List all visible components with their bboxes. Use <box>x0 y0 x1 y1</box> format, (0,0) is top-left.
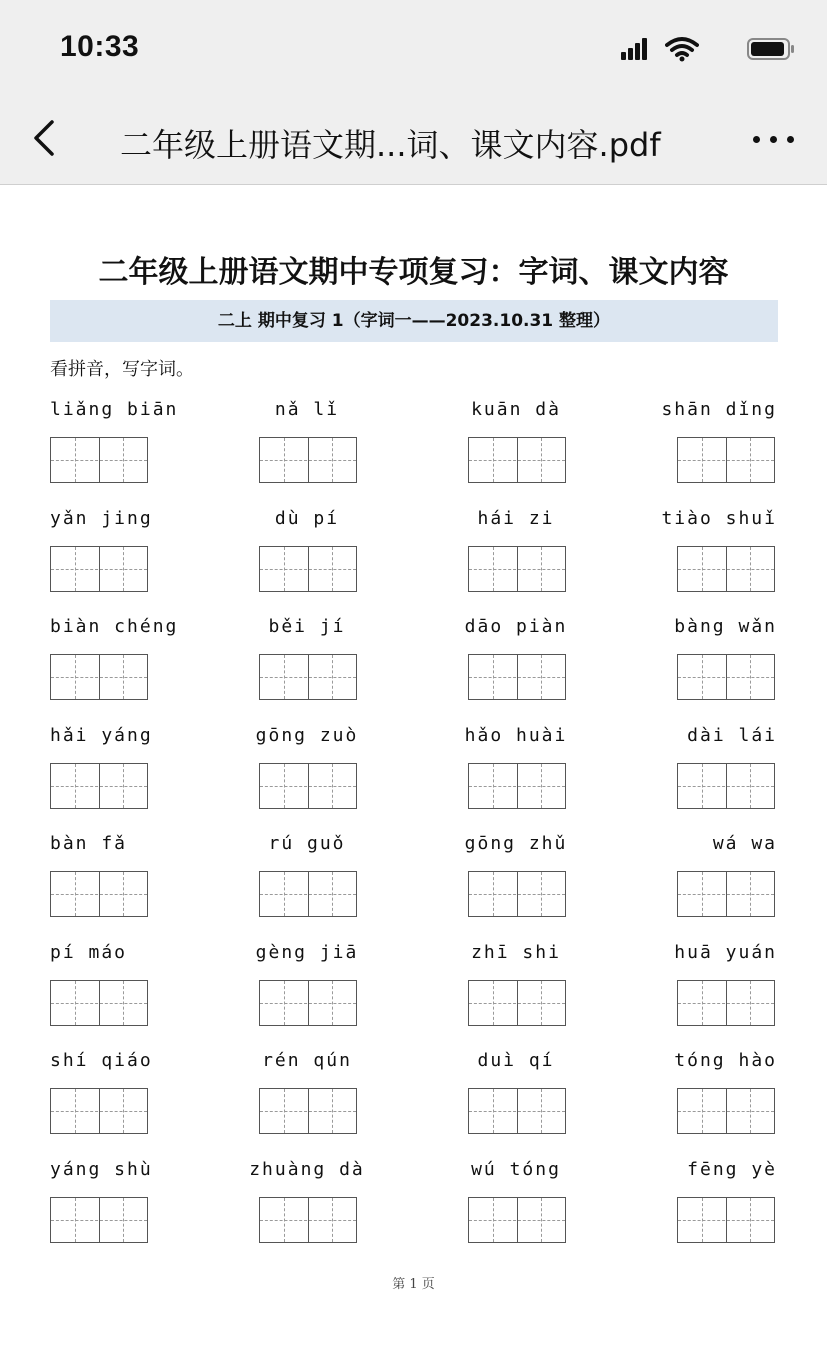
writing-box <box>468 1197 566 1243</box>
word-cell <box>674 616 827 716</box>
pinyin-label: huā yuán <box>674 941 777 963</box>
writing-box <box>259 437 357 483</box>
pinyin-label: kuān dà <box>471 399 561 420</box>
pinyin-label: yǎn jing <box>50 507 153 529</box>
pinyin-label: zhī shi <box>471 941 561 963</box>
nav-bar <box>0 92 827 185</box>
pinyin-label: dù pí <box>274 507 340 529</box>
battery-icon <box>747 38 795 60</box>
writing-box <box>50 763 148 809</box>
writing-box <box>50 437 148 483</box>
more-options-button[interactable] <box>753 120 797 156</box>
word-cell <box>674 941 827 1042</box>
worksheet-instruction: 看拼音，写字词。 <box>50 359 194 380</box>
wifi-icon <box>665 36 699 62</box>
word-cell <box>661 399 827 499</box>
status-bar <box>0 0 827 92</box>
status-time: 10:33 <box>60 30 140 63</box>
writing-box <box>468 980 566 1026</box>
pinyin-label: hǎo huài <box>464 724 568 746</box>
writing-box <box>468 871 566 917</box>
writing-box <box>50 1088 148 1134</box>
word-cell <box>259 399 439 499</box>
word-cell <box>50 399 230 499</box>
pinyin-label: yáng shù <box>50 1158 153 1180</box>
word-cell <box>677 725 827 825</box>
chevron-left-icon <box>36 122 52 154</box>
word-cell <box>259 833 439 933</box>
pinyin-label: tóng hào <box>674 1050 777 1071</box>
pdf-page[interactable] <box>0 185 827 1353</box>
writing-box <box>468 763 566 809</box>
pinyin-label: běi jí <box>268 616 346 637</box>
writing-box <box>468 1088 566 1134</box>
writing-box <box>259 654 357 700</box>
worksheet-banner: 二上 期中复习 1（字词一——2023.10.31 整理） <box>50 300 778 342</box>
word-cell <box>249 1158 439 1259</box>
writing-box <box>50 654 148 700</box>
pinyin-label: tiào shuǐ <box>661 507 777 529</box>
pinyin-label: gèng jiā <box>255 941 359 963</box>
word-cell <box>661 507 827 608</box>
pinyin-label: duì qí <box>477 1050 555 1071</box>
word-cell <box>255 724 439 825</box>
pinyin-label: bàng wǎn <box>674 616 777 637</box>
word-cell <box>50 942 230 1042</box>
pinyin-label: hái zi <box>477 507 555 529</box>
pinyin-label: wá wa <box>712 833 777 854</box>
pinyin-label: shí qiáo <box>50 1050 153 1071</box>
pinyin-label: zhuàng dà <box>249 1158 365 1180</box>
cellular-signal-icon <box>621 36 655 60</box>
writing-box <box>259 871 357 917</box>
writing-box <box>677 980 775 1026</box>
word-cell <box>255 941 439 1042</box>
more-dot-icon <box>787 136 794 143</box>
writing-box <box>259 763 357 809</box>
word-cell <box>50 833 230 933</box>
pinyin-label: dāo piàn <box>464 616 568 637</box>
word-cell <box>677 833 827 933</box>
word-cell <box>677 1159 827 1259</box>
writing-box <box>50 546 148 592</box>
pinyin-label: shān dǐng <box>661 399 777 420</box>
more-dot-icon <box>770 136 777 143</box>
word-cell <box>259 508 439 608</box>
writing-box <box>468 546 566 592</box>
writing-box <box>677 437 775 483</box>
word-cell <box>259 1050 439 1150</box>
writing-box <box>468 654 566 700</box>
pinyin-label: bàn fǎ <box>50 833 128 854</box>
writing-box <box>50 980 148 1026</box>
page-number: 第 1 页 <box>392 1277 435 1292</box>
writing-box <box>677 1088 775 1134</box>
writing-box <box>50 871 148 917</box>
pinyin-label: hǎi yáng <box>50 724 153 746</box>
pinyin-label: dài lái <box>687 724 777 746</box>
writing-box <box>677 546 775 592</box>
writing-box <box>677 654 775 700</box>
word-cell <box>50 725 230 825</box>
pinyin-label: biàn chéng <box>50 616 179 637</box>
writing-box <box>259 1088 357 1134</box>
document-title: 二年级上册语文期...词、课文内容.pdf <box>120 126 661 164</box>
word-cell <box>50 508 230 608</box>
pinyin-label: wú tóng <box>471 1158 561 1180</box>
writing-box <box>50 1197 148 1243</box>
writing-box <box>259 980 357 1026</box>
pinyin-label: nǎ lǐ <box>274 399 340 420</box>
writing-box <box>677 871 775 917</box>
worksheet-title: 二年级上册语文期中专项复习：字词、课文内容 <box>98 255 729 290</box>
more-dot-icon <box>753 136 760 143</box>
pinyin-label: gōng zuò <box>255 724 359 746</box>
writing-box <box>468 437 566 483</box>
pinyin-label: fēng yè <box>687 1158 777 1180</box>
word-cell <box>50 1159 230 1259</box>
writing-box <box>259 546 357 592</box>
writing-box <box>259 1197 357 1243</box>
word-cell <box>50 616 230 716</box>
writing-box <box>677 763 775 809</box>
writing-box <box>677 1197 775 1243</box>
word-cell <box>259 616 439 716</box>
word-cell <box>674 1050 827 1150</box>
pinyin-label: pí máo <box>50 941 128 963</box>
pinyin-label: rén qún <box>262 1050 352 1071</box>
word-cell <box>50 1050 230 1150</box>
pinyin-label: gōng zhǔ <box>464 833 568 854</box>
back-button[interactable] <box>22 114 70 162</box>
pinyin-label: rú guǒ <box>268 833 346 854</box>
pinyin-label: liǎng biān <box>50 399 179 420</box>
